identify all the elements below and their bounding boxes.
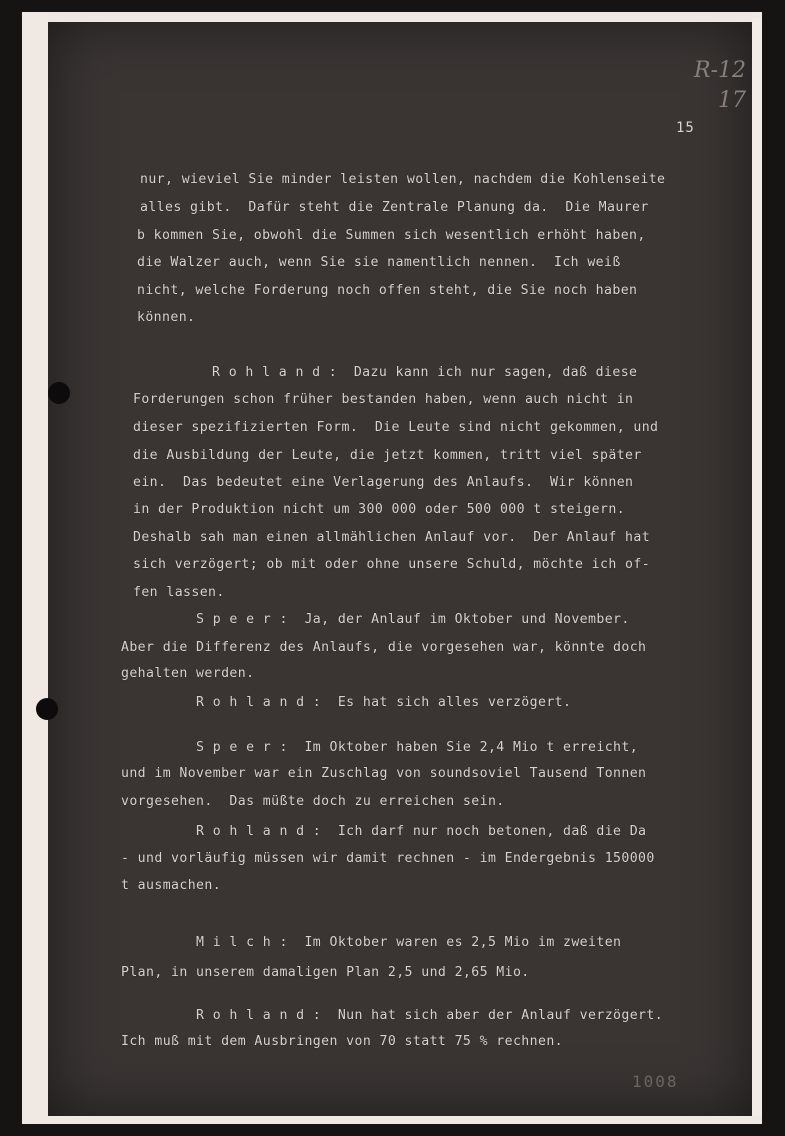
text-line: nur, wieviel Sie minder leisten wollen, nachdem die Kohlenseite <box>140 172 666 187</box>
text-line: sich verzögert; ob mit oder ohne unsere Schuld, möchte ich of- <box>133 557 651 572</box>
text-line: S p e e r : Im Oktober haben Sie 2,4 Mio t erreicht, <box>121 740 639 755</box>
text-line: M i l c h : Im Oktober waren es 2,5 Mio im zweiten <box>121 935 622 950</box>
text-line: - und vorläufig müssen wir damit rechnen - im Endergebnis 150000 <box>121 851 655 866</box>
text-line: t ausmachen. <box>121 878 222 893</box>
text-line: vorgesehen. Das müßte doch zu erreichen sein. <box>121 794 505 809</box>
text-line: R o h l a n d : Es hat sich alles verzögert. <box>121 695 572 710</box>
punch-hole-top <box>48 382 70 404</box>
paper-top-edge <box>48 12 752 22</box>
text-line: gehalten werden. <box>121 666 255 681</box>
text-line: R o h l a n d : Nun hat sich aber der Anlauf verzögert. <box>121 1008 664 1023</box>
text-line: Ich muß mit dem Ausbringen von 70 statt 75 % rechnen. <box>121 1034 563 1049</box>
archive-stamp: 1008 <box>632 1072 679 1091</box>
text-line: können. <box>137 310 196 325</box>
text-line: R o h l a n d : Dazu kann ich nur sagen, daß diese <box>137 365 638 380</box>
text-line: nicht, welche Forderung noch offen steht, die Sie noch haben <box>137 283 638 298</box>
text-line: Forderungen schon früher bestanden haben, wenn auch nicht in <box>133 392 634 407</box>
paper-right-edge <box>752 18 762 1116</box>
text-line: b kommen Sie, obwohl die Summen sich wesentlich erhöht haben, <box>137 228 646 243</box>
text-line: R o h l a n d : Ich darf nur noch betonen, daß die Da <box>121 824 647 839</box>
text-line: Plan, in unserem damaligen Plan 2,5 und 2,65 Mio. <box>121 965 530 980</box>
text-line: fen lassen. <box>133 585 225 600</box>
archive-ref-annotation: R-12 <box>694 58 746 83</box>
text-line: alles gibt. Dafür steht die Zentrale Planung da. Die Maurer <box>140 200 649 215</box>
text-line: S p e e r : Ja, der Anlauf im Oktober und November. <box>121 612 630 627</box>
text-line: Deshalb sah man einen allmählichen Anlauf vor. Der Anlauf hat <box>133 530 651 545</box>
archive-ref-annotation-2: 17 <box>718 88 746 113</box>
text-line: Aber die Differenz des Anlaufs, die vorgesehen war, könnte doch <box>121 640 647 655</box>
text-line: ein. Das bedeutet eine Verlagerung des Anlaufs. Wir können <box>133 475 634 490</box>
text-line: dieser spezifizierten Form. Die Leute sind nicht gekommen, und <box>133 420 659 435</box>
text-line: die Ausbildung der Leute, die jetzt kommen, tritt viel später <box>133 448 642 463</box>
page-number: 15 <box>676 120 695 136</box>
text-line: und im November war ein Zuschlag von soundsoviel Tausend Tonnen <box>121 766 647 781</box>
text-line: in der Produktion nicht um 300 000 oder 500 000 t steigern. <box>133 502 626 517</box>
punch-hole-bottom <box>36 698 58 720</box>
text-line: die Walzer auch, wenn Sie sie namentlich nennen. Ich weiß <box>137 255 621 270</box>
